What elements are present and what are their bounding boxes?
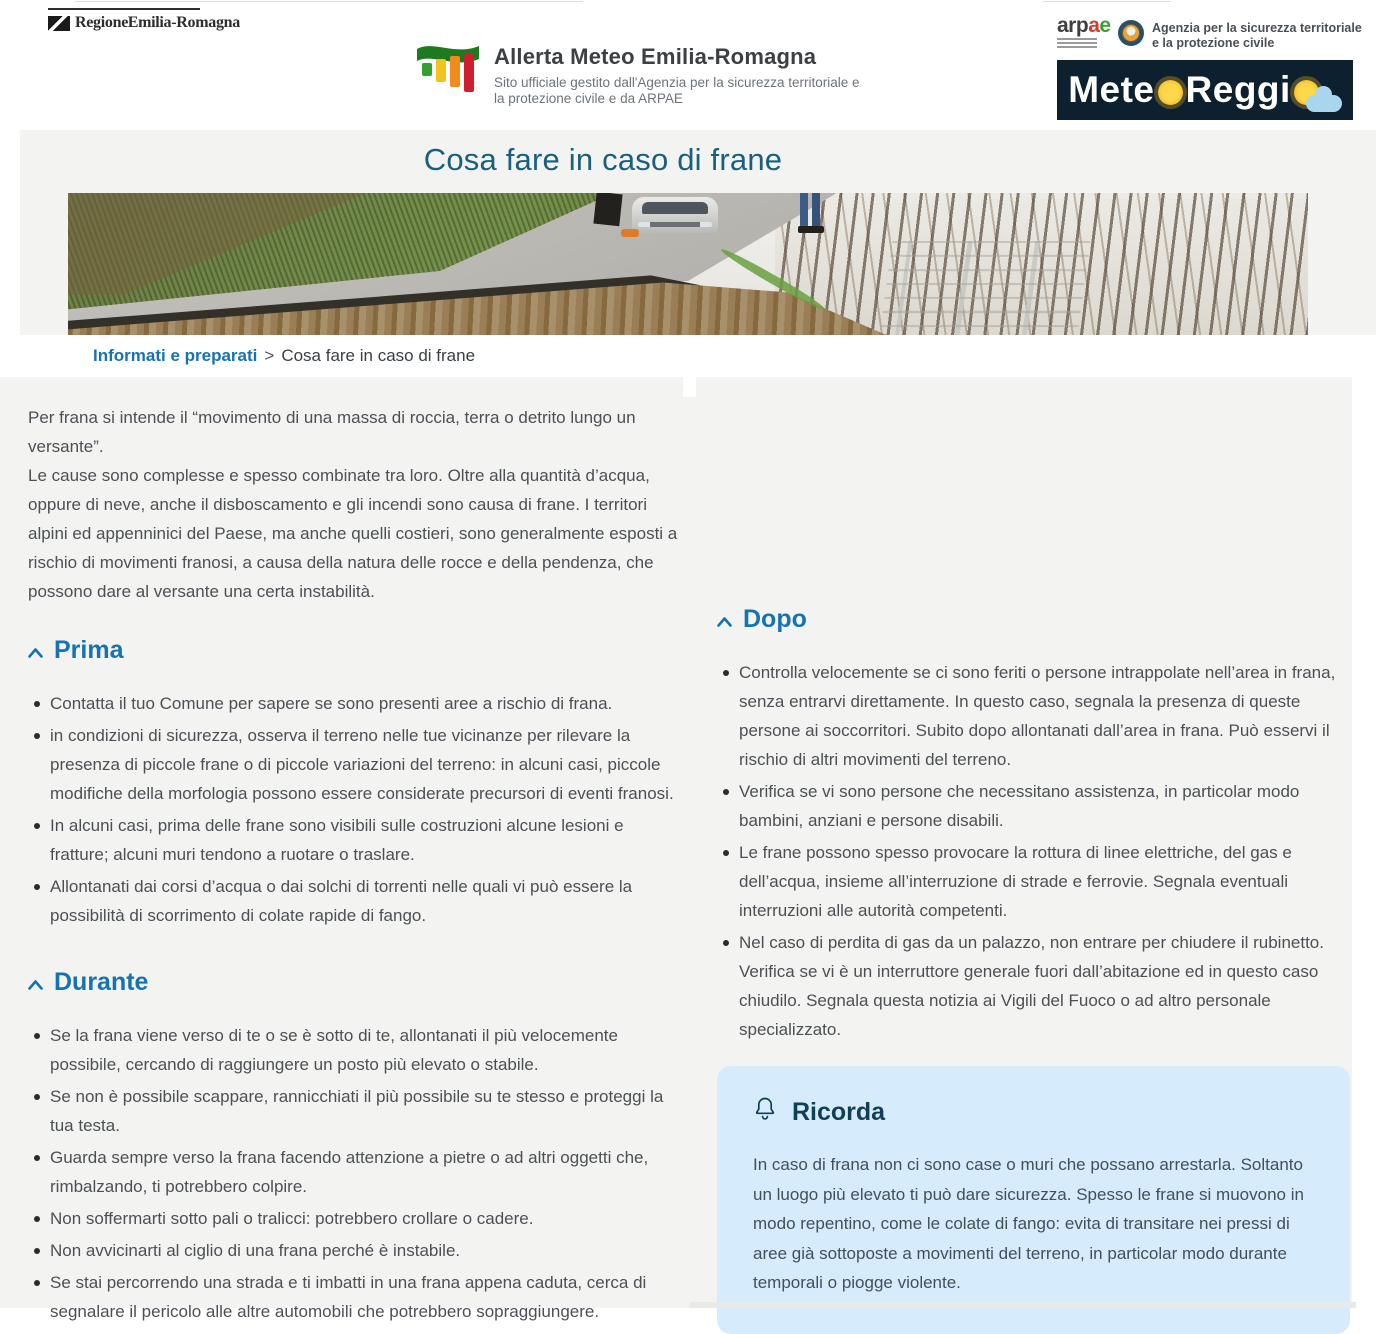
arpae-logo[interactable]: arpae (1057, 16, 1111, 48)
breadcrumb-parent-link[interactable]: Informati e preparati (93, 346, 258, 365)
durante-list (28, 1021, 686, 1326)
ricorda-callout (717, 1066, 1350, 1334)
chevron-up-icon (28, 968, 43, 997)
regione-emilia-romagna-logo[interactable] (48, 8, 240, 32)
ricorda-title: Ricorda (792, 1098, 886, 1126)
landslide-photo (68, 193, 1308, 335)
breadcrumb-current: Cosa fare in caso di frane (281, 346, 476, 365)
photo-car (632, 197, 718, 233)
list-item: Nel caso di perdita di gas da un palazzo, non entrare per chiudere il rubinetto. Verifica se vi è un interruttore generale fuori dall’abitazione ed in questo caso chiudilo. Segnala questa notizia ai Vigili del Fuoco o ad altro personale specializzato. (717, 928, 1350, 1044)
region-logo-label: Regione Emilia-Romagna (75, 14, 240, 31)
prima-list (28, 689, 686, 930)
meteo-reggio-banner[interactable]: Mete Reggi (1057, 60, 1353, 120)
footer-edge (690, 1302, 1356, 1308)
list-item: In alcuni casi, prima delle frane sono visibili sulle costruzioni alcune lesioni e fratture; alcuni muri tendono a ruotare o traslare. (28, 811, 686, 869)
section-heading-prima[interactable]: Prima (28, 636, 686, 665)
breadcrumb-separator: > (264, 346, 275, 365)
list-item: Non soffermarti sotto pali o tralicci: potrebbero crollare o cadere. (28, 1204, 686, 1233)
header-divider-left (75, 1, 583, 2)
title-band (20, 130, 1376, 335)
list-item: Allontanati dai corsi d’acqua o dai solchi di torrenti nelle quali vi può essere la possibilità di scorrimento di colate rapide di fango. (28, 872, 686, 930)
protezione-civile-badge-icon (1118, 20, 1144, 46)
list-item: Guarda sempre verso la frana facendo attenzione a pietre o ad altri oggetti che, rimbalzando, ti potrebbero colpire. (28, 1143, 686, 1201)
ricorda-text: In caso di frana non ci sono case o muri che possano arrestarla. Soltanto un luogo più elevato ti può dare sicurezza. Spesso le frane si muovono in modo repentino, come le colate di fango: evita di transitare nei pressi di aree già sottoposte a movimenti del terreno, in particolar modo durante temporali o piogge violente. (753, 1155, 1304, 1292)
main-content (0, 377, 1352, 1321)
region-logo-icon (48, 16, 70, 31)
arpae-logo-tagline (1057, 38, 1111, 48)
list-item: in condizioni di sicurezza, osserva il terreno nelle tue vicinanze per rilevare la presenza di piccole frane o di piccole variazioni del terreno: in alcuni casi, piccole modifiche della morfologia possono essere considerate precursori di eventi franosi. (28, 721, 686, 808)
list-item: Se la frana viene verso di te o se è sotto di te, allontanati il più velocemente possibile, cercando di raggiungere un posto più elevato o stabile. (28, 1021, 686, 1079)
list-item: Se stai percorrendo una strada e ti imbatti in una frana appena caduta, cerca di segnalare il pericolo alle altre automobili che potrebbero sopraggiungere. (28, 1268, 686, 1326)
section-heading-dopo[interactable]: Dopo (717, 605, 1350, 634)
bell-icon (753, 1096, 777, 1129)
cloud-icon (1306, 95, 1342, 112)
list-item: Contatta il tuo Comune per sapere se sono presenti aree a rischio di frana. (28, 689, 686, 718)
sun-icon (1158, 80, 1183, 105)
allerta-meteo-flag-icon (415, 42, 481, 107)
column-gap-notch (683, 377, 696, 397)
section-heading-durante[interactable]: Durante (28, 968, 686, 997)
intro-paragraph-2: Le cause sono complesse e spesso combinate tra loro. Oltre alla quantità d’acqua, oppure di neve, anche il disboscamento e gli incendi sono causa di frane. I territori alpini ed appenninici del Paese, ma anche quelli costieri, sono generalmente esposti a rischio di movimenti franosi, a causa della natura delle rocce e della pendenza, che possono dare al versante una certa instabilità. (28, 466, 678, 601)
list-item: Non avvicinarti al ciglio di una frana perché è instabile. (28, 1236, 686, 1265)
list-item: Controlla velocemente se ci sono feriti o persone intrappolate nell’area in frana, senza entrarvi direttamente. In questo caso, segnala la presenza di queste persone ai soccorritori. Subito dopo allontanati dall’area in frana. Può esservi il rischio di altri movimenti del terreno. (717, 658, 1350, 774)
photo-person-legs (800, 193, 822, 233)
photo-traffic-cone (621, 229, 639, 237)
intro-text (28, 403, 686, 606)
site-subtitle: Sito ufficiale gestito dall'Agenzia per la sicurezza territoriale e la protezione civile e da ARPAE (494, 75, 860, 106)
list-item: Verifica se vi sono persone che necessitano assistenza, in particolar modo bambini, anziani e persone disabili. (717, 777, 1350, 835)
photo-sign-board (593, 193, 622, 226)
left-column (28, 403, 686, 1329)
chevron-up-icon (28, 636, 43, 665)
header-divider-right (1043, 1, 1171, 2)
list-item: Se non è possibile scappare, rannicchiati il più possibile su te stesso e proteggi la tua testa. (28, 1082, 686, 1140)
intro-paragraph-1: Per frana si intende il “movimento di una massa di roccia, terra o detrito lungo un versante”. (28, 408, 636, 456)
region-logo-rule (48, 8, 200, 10)
allerta-meteo-logo[interactable] (415, 42, 860, 107)
right-column (717, 605, 1350, 1334)
chevron-up-icon (717, 605, 732, 634)
site-title: Allerta Meteo Emilia-Romagna (494, 44, 817, 69)
site-header (0, 0, 1396, 130)
list-item: Le frane possono spesso provocare la rottura di linee elettriche, del gas e dell’acqua, insieme all’interruzione di strade e ferrovie. Segnala eventuali interruzioni alle autorità competenti. (717, 838, 1350, 925)
breadcrumb (0, 335, 1396, 377)
page-title: Cosa fare in caso di frane (423, 142, 783, 177)
dopo-list (717, 658, 1350, 1044)
photo-fence (880, 241, 1092, 335)
agency-name: Agenzia per la sicurezza territoriale e la protezione civile (1152, 21, 1362, 50)
